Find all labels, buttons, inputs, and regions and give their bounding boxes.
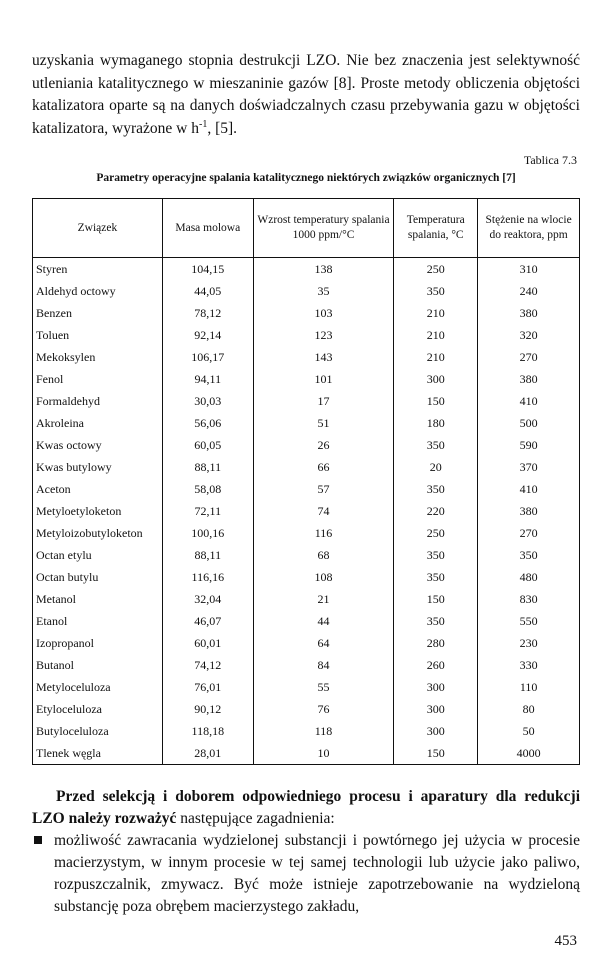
table-cell: 10 bbox=[253, 742, 394, 765]
table-cell: 250 bbox=[394, 522, 478, 544]
table-cell: 60,01 bbox=[162, 632, 253, 654]
table-cell: 4000 bbox=[478, 742, 580, 765]
page-number: 453 bbox=[554, 933, 577, 949]
table-cell: 60,05 bbox=[162, 434, 253, 456]
table-cell: 240 bbox=[478, 280, 580, 302]
table-row bbox=[33, 478, 580, 500]
table-cell: 350 bbox=[394, 434, 478, 456]
compound-name-cell: Metyloceluloza bbox=[33, 676, 163, 698]
table-cell: 118,18 bbox=[162, 720, 253, 742]
table-cell: 72,11 bbox=[162, 500, 253, 522]
table-cell: 350 bbox=[394, 280, 478, 302]
table-cell: 44,05 bbox=[162, 280, 253, 302]
intro-text: uzyskania wymaganego stopnia destrukcji LZO. Nie bez znaczenia jest selektywność utleniania katalitycznego w mieszaninie gazów [8]. Proste metody obliczenia objętości katalizatora oparte są na danych doświadczalnych czasu przebywania gazu w objętości katalizatora, wyrażone w h bbox=[32, 52, 580, 137]
table-cell: 180 bbox=[394, 412, 478, 434]
section-bold-text: Przed selekcją i doborem odpowiedniego procesu i aparatury dla redukcji LZO należy rozważyć bbox=[32, 788, 580, 827]
compound-name-cell: Octan butylu bbox=[33, 566, 163, 588]
table-cell: 57 bbox=[253, 478, 394, 500]
table-cell: 300 bbox=[394, 720, 478, 742]
table-cell: 210 bbox=[394, 302, 478, 324]
table-cell: 320 bbox=[478, 324, 580, 346]
table-cell: 830 bbox=[478, 588, 580, 610]
compound-name-cell: Toluen bbox=[33, 324, 163, 346]
table-cell: 104,15 bbox=[162, 258, 253, 281]
table-cell: 55 bbox=[253, 676, 394, 698]
table-row bbox=[33, 544, 580, 566]
table-cell: 84 bbox=[253, 654, 394, 676]
table-cell: 88,11 bbox=[162, 456, 253, 478]
compound-name-cell: Fenol bbox=[33, 368, 163, 390]
table-row bbox=[33, 390, 580, 412]
table-cell: 66 bbox=[253, 456, 394, 478]
bullet-square-icon bbox=[34, 836, 42, 844]
table-cell: 17 bbox=[253, 390, 394, 412]
table-row bbox=[33, 566, 580, 588]
compound-name-cell: Benzen bbox=[33, 302, 163, 324]
compound-name-cell: Aceton bbox=[33, 478, 163, 500]
compound-name-cell: Metanol bbox=[33, 588, 163, 610]
table-cell: 30,03 bbox=[162, 390, 253, 412]
table-cell: 80 bbox=[478, 698, 580, 720]
table-row bbox=[33, 434, 580, 456]
table-cell: 410 bbox=[478, 478, 580, 500]
table-cell: 78,12 bbox=[162, 302, 253, 324]
table-row bbox=[33, 588, 580, 610]
table-row bbox=[33, 258, 580, 281]
bullet-item bbox=[32, 830, 580, 918]
table-cell: 480 bbox=[478, 566, 580, 588]
table-cell: 350 bbox=[394, 478, 478, 500]
table-cell: 116 bbox=[253, 522, 394, 544]
bullet-text: możliwość zawracania wydzielonej substancji i powtórnego jej użycia w procesie macierzystym, w innym procesie w tej samej technologii lub użycie jako paliwo, rozpuszczalnik, zmywacz. Być może istnieje zapotrzebowanie na wydzieloną substancję poza obrębem macierzystego zakładu, bbox=[54, 832, 580, 915]
table-cell: 230 bbox=[478, 632, 580, 654]
compound-name-cell: Kwas octowy bbox=[33, 434, 163, 456]
intro-text-end: , [5]. bbox=[207, 119, 238, 137]
table-cell: 74,12 bbox=[162, 654, 253, 676]
compound-name-cell: Styren bbox=[33, 258, 163, 281]
table-row bbox=[33, 456, 580, 478]
table-cell: 500 bbox=[478, 412, 580, 434]
table-header-row bbox=[33, 199, 580, 258]
table-row bbox=[33, 280, 580, 302]
table-cell: 94,11 bbox=[162, 368, 253, 390]
intro-superscript: -1 bbox=[198, 118, 208, 130]
compound-name-cell: Butyloceluloza bbox=[33, 720, 163, 742]
table-cell: 46,07 bbox=[162, 610, 253, 632]
table-cell: 410 bbox=[478, 390, 580, 412]
table-cell: 20 bbox=[394, 456, 478, 478]
table-cell: 90,12 bbox=[162, 698, 253, 720]
table-cell: 103 bbox=[253, 302, 394, 324]
table-cell: 210 bbox=[394, 324, 478, 346]
data-table bbox=[32, 198, 580, 765]
table-row bbox=[33, 412, 580, 434]
table-cell: 300 bbox=[394, 368, 478, 390]
table-row bbox=[33, 742, 580, 765]
table-cell: 92,14 bbox=[162, 324, 253, 346]
column-header: Wzrost temperatury spalania 1000 ppm/°C bbox=[253, 199, 394, 258]
compound-name-cell: Mekoksylen bbox=[33, 346, 163, 368]
column-header: Temperatura spalania, °C bbox=[394, 199, 478, 258]
column-header: Masa molowa bbox=[162, 199, 253, 258]
table-caption: Parametry operacyjne spalania katalitycznego niektórych związków organicznych [7] bbox=[96, 172, 516, 184]
compound-name-cell: Metyloizobutyloketon bbox=[33, 522, 163, 544]
table-cell: 350 bbox=[394, 566, 478, 588]
table-row bbox=[33, 676, 580, 698]
table-cell: 590 bbox=[478, 434, 580, 456]
table-row bbox=[33, 324, 580, 346]
table-cell: 220 bbox=[394, 500, 478, 522]
column-header: Stężenie na wlocie do reaktora, ppm bbox=[478, 199, 580, 258]
table-cell: 150 bbox=[394, 390, 478, 412]
table-cell: 310 bbox=[478, 258, 580, 281]
table-row bbox=[33, 302, 580, 324]
section-normal-text: następujące zagadnienia: bbox=[176, 810, 335, 827]
table-cell: 330 bbox=[478, 654, 580, 676]
table-cell: 100,16 bbox=[162, 522, 253, 544]
table-cell: 380 bbox=[478, 302, 580, 324]
table-cell: 44 bbox=[253, 610, 394, 632]
table-cell: 118 bbox=[253, 720, 394, 742]
table-row bbox=[33, 654, 580, 676]
table-cell: 280 bbox=[394, 632, 478, 654]
table-cell: 380 bbox=[478, 368, 580, 390]
table-cell: 210 bbox=[394, 346, 478, 368]
compound-name-cell: Tlenek węgla bbox=[33, 742, 163, 765]
intro-paragraph bbox=[32, 50, 580, 140]
table-cell: 300 bbox=[394, 698, 478, 720]
table-row bbox=[33, 346, 580, 368]
table-cell: 143 bbox=[253, 346, 394, 368]
compound-name-cell: Etanol bbox=[33, 610, 163, 632]
compound-name-cell: Formaldehyd bbox=[33, 390, 163, 412]
table-cell: 270 bbox=[478, 522, 580, 544]
table-cell: 26 bbox=[253, 434, 394, 456]
table-cell: 101 bbox=[253, 368, 394, 390]
table-row bbox=[33, 632, 580, 654]
table-cell: 108 bbox=[253, 566, 394, 588]
compound-name-cell: Metyloetyloketon bbox=[33, 500, 163, 522]
table-cell: 76 bbox=[253, 698, 394, 720]
table-cell: 123 bbox=[253, 324, 394, 346]
table-cell: 51 bbox=[253, 412, 394, 434]
compound-name-cell: Akroleina bbox=[33, 412, 163, 434]
table-cell: 350 bbox=[394, 544, 478, 566]
table-row bbox=[33, 500, 580, 522]
table-cell: 138 bbox=[253, 258, 394, 281]
table-cell: 270 bbox=[478, 346, 580, 368]
table-cell: 250 bbox=[394, 258, 478, 281]
table-body bbox=[33, 258, 580, 765]
compound-name-cell: Butanol bbox=[33, 654, 163, 676]
table-cell: 68 bbox=[253, 544, 394, 566]
table-cell: 64 bbox=[253, 632, 394, 654]
compound-name-cell: Octan etylu bbox=[33, 544, 163, 566]
table-cell: 300 bbox=[394, 676, 478, 698]
table-row bbox=[33, 368, 580, 390]
table-cell: 260 bbox=[394, 654, 478, 676]
compound-name-cell: Kwas butylowy bbox=[33, 456, 163, 478]
table-row bbox=[33, 522, 580, 544]
table-cell: 74 bbox=[253, 500, 394, 522]
table-cell: 150 bbox=[394, 588, 478, 610]
table-cell: 35 bbox=[253, 280, 394, 302]
table-cell: 370 bbox=[478, 456, 580, 478]
table-cell: 106,17 bbox=[162, 346, 253, 368]
compound-name-cell: Aldehyd octowy bbox=[33, 280, 163, 302]
table-cell: 116,16 bbox=[162, 566, 253, 588]
table-cell: 58,08 bbox=[162, 478, 253, 500]
table-cell: 380 bbox=[478, 500, 580, 522]
table-row bbox=[33, 720, 580, 742]
table-cell: 550 bbox=[478, 610, 580, 632]
table-cell: 28,01 bbox=[162, 742, 253, 765]
table-cell: 21 bbox=[253, 588, 394, 610]
section-paragraph bbox=[32, 786, 580, 830]
table-cell: 50 bbox=[478, 720, 580, 742]
table-cell: 76,01 bbox=[162, 676, 253, 698]
table-cell: 32,04 bbox=[162, 588, 253, 610]
table-cell: 150 bbox=[394, 742, 478, 765]
column-header: Związek bbox=[33, 199, 163, 258]
table-cell: 350 bbox=[478, 544, 580, 566]
table-cell: 88,11 bbox=[162, 544, 253, 566]
compound-name-cell: Etyloceluloza bbox=[33, 698, 163, 720]
table-row bbox=[33, 698, 580, 720]
table-cell: 350 bbox=[394, 610, 478, 632]
compound-name-cell: Izopropanol bbox=[33, 632, 163, 654]
table-row bbox=[33, 610, 580, 632]
table-cell: 56,06 bbox=[162, 412, 253, 434]
table-number: Tablica 7.3 bbox=[523, 153, 577, 167]
table-cell: 110 bbox=[478, 676, 580, 698]
